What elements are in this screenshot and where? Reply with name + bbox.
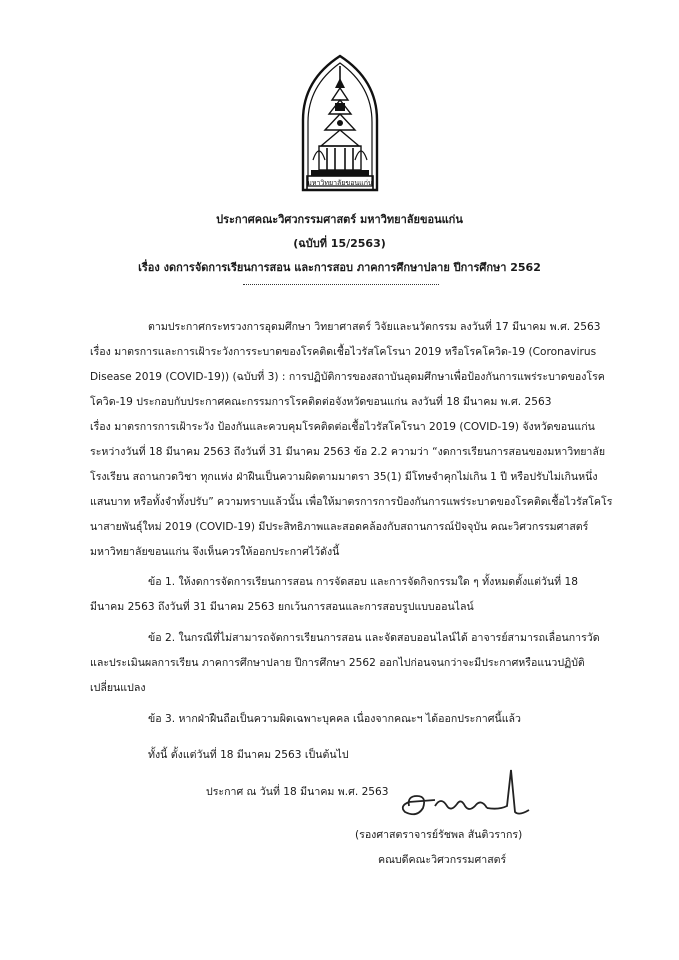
announcement-subject: เรื่อง งดการจัดการเรียนการสอน และการสอบ ภาคการศึกษาปลาย ปีการศึกษา 2562 [138,261,541,274]
clause-2-line: เปลี่ยนแปลง [90,682,146,694]
paragraph-line: มหาวิทยาลัยขอนแก่น จึงเห็นควรให้ออกประกาศไว้ดังนี้ [90,546,340,558]
paragraph-line: เรื่อง มาตรการและการเฝ้าระวังการระบาดของโรคติดเชื้อไวรัสโคโรนา 2019 หรือโรคโควิด-19 (Coronavirus [90,346,597,358]
effective-date: ทั้งนี้ ตั้งแต่วันที่ 18 มีนาคม 2563 เป็นต้นไป [148,749,349,761]
clause-1-line: มีนาคม 2563 ถึงวันที่ 31 มีนาคม 2563 ยกเว้นการสอนและการสอบรูปแบบออนไลน์ [90,601,474,613]
paragraph-line: แสนบาท หรือทั้งจำทั้งปรับ” ความทราบแล้วนั้น เพื่อให้มาตรการการป้องกันการแพร่ระบาดของโรคติดเชื้อไวรัสโคโร [90,496,613,508]
announced-date: ประกาศ ณ วันที่ 18 มีนาคม พ.ศ. 2563 [206,786,389,798]
handwritten-signature [395,766,535,826]
clause-2-line: และประเมินผลการเรียน ภาคการศึกษาปลาย ปีการศึกษา 2562 ออกไปก่อนจนกว่าจะมีประกาศหรือแนวปฏิบัติ [90,657,585,669]
paragraph-line: Disease 2019 (COVID-19)) (ฉบับที่ 3) : การปฏิบัติการของสถาบันอุดมศึกษาเพื่อป้องกันการแพร่ระบาดของโรค [90,371,605,383]
signatory-title: คณบดีคณะวิศวกรรมศาสตร์ [378,854,507,866]
paragraph-line: เรื่อง มาตรการการเฝ้าระวัง ป้องกันและควบคุมโรคติดต่อเชื้อไวรัสโคโรนา 2019 (COVID-19) จังหวัดขอนแก่น [90,421,595,433]
clause-1-line: ข้อ 1. ให้งดการจัดการเรียนการสอน การจัดสอบ และการจัดกิจกรรมใด ๆ ทั้งหมดตั้งแต่วันที่ 18 [148,576,578,588]
signatory-name: (รองศาสตราจารย์รัชพล สันติวรากร) [355,829,523,841]
paragraph-line: โรงเรียน สถานกวดวิชา ทุกแห่ง ฝ่าฝืนเป็นความผิดตามมาตรา 35(1) มีโทษจำคุกไม่เกิน 1 ปี หรือปรับไม่เกินหนึ่ง [90,471,598,483]
logo-text: มหาวิทยาลัยขอนแก่น [307,179,373,187]
clause-3-line: ข้อ 3. หากฝ่าฝืนถือเป็นความผิดเฉพาะบุคคล เนื่องจากคณะฯ ได้ออกประกาศนี้แล้ว [148,713,521,725]
paragraph-line: นาสายพันธุ์ใหม่ 2019 (COVID-19) มีประสิทธิภาพและสอดคล้องกับสถานการณ์ปัจจุบัน คณะวิศวกรรมศาสตร์ [90,521,589,533]
announcement-number: (ฉบับที่ 15/2563) [293,237,386,250]
paragraph-line: โควิด-19 ประกอบกับประกาศคณะกรรมการโรคติดต่อจังหวัดขอนแก่น ลงวันที่ 18 มีนาคม พ.ศ. 2563 [90,396,552,408]
separator-dots [243,284,439,285]
paragraph-line: ตามประกาศกระทรวงการอุดมศึกษา วิทยาศาสตร์ วิจัยและนวัตกรรม ลงวันที่ 17 มีนาคม พ.ศ. 2563 [148,321,601,333]
announcement-title: ประกาศคณะวิศวกรรมศาสตร์ มหาวิทยาลัยขอนแก่น [216,213,463,226]
paragraph-line: ระหว่างวันที่ 18 มีนาคม 2563 ถึงวันที่ 31 มีนาคม 2563 ข้อ 2.2 ความว่า “งดการเรียนการสอนของมหาวิทยาลัย [90,446,606,458]
clause-2-line: ข้อ 2. ในกรณีที่ไม่สามารถจัดการเรียนการสอน และจัดสอบออนไลน์ได้ อาจารย์สามารถเลื่อนการวัด [148,632,600,644]
